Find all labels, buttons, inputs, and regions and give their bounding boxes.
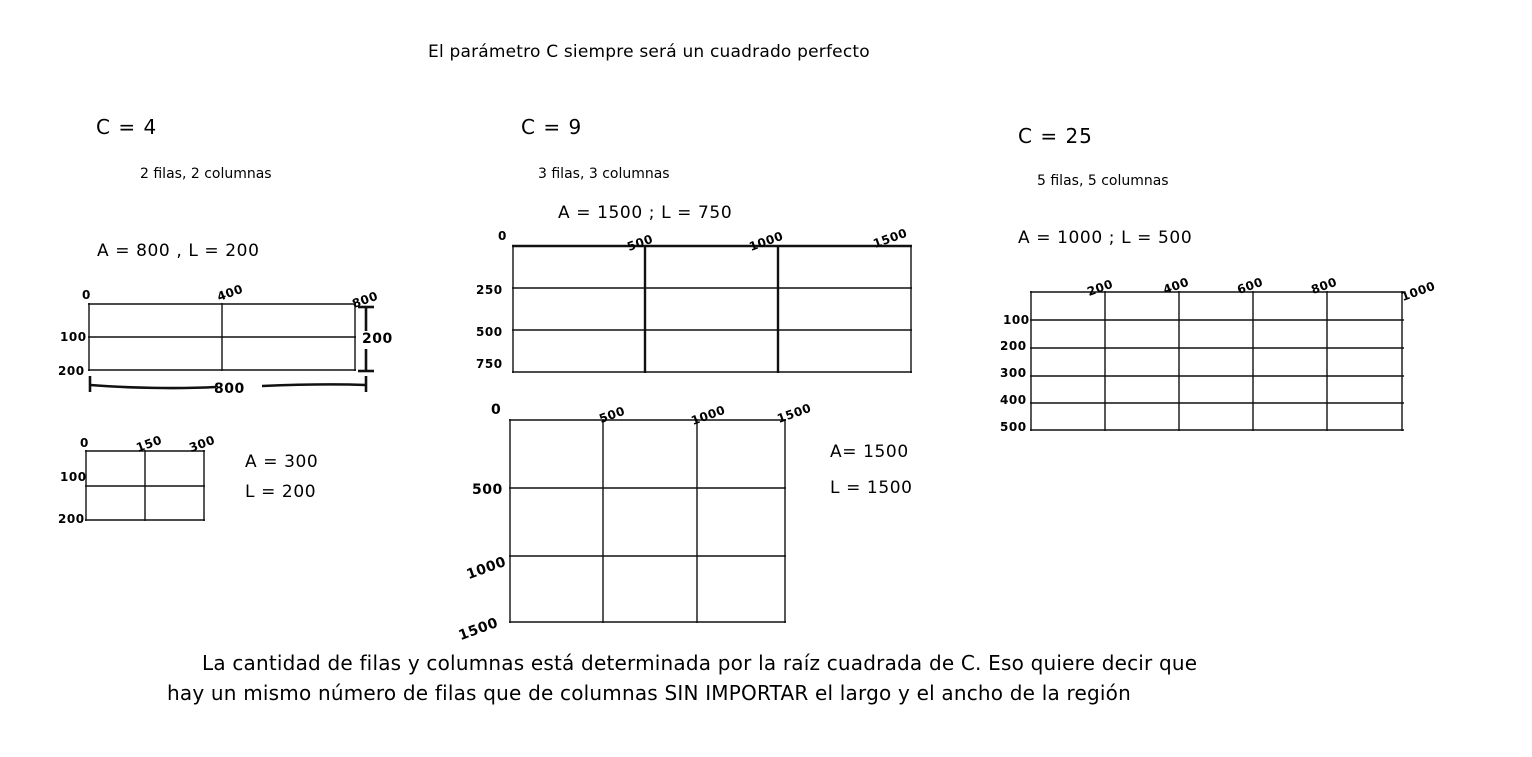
tick-c4-ex1-left-200: 200 xyxy=(58,364,85,378)
dims-label-c4-ex2-l: L = 200 xyxy=(245,482,317,502)
group-rowscols-c4: 2 filas, 2 columnas xyxy=(140,166,272,182)
dims-label-c25-ex1: A = 1000 ; L = 500 xyxy=(1018,228,1193,248)
dims-label-c9-ex2-a: A= 1500 xyxy=(830,442,909,462)
tick-c4-ex2-left-200: 200 xyxy=(58,512,85,526)
tick-c25-top-800: 800 xyxy=(1309,274,1339,297)
grid-c4-example1 xyxy=(88,303,356,371)
height-measure-label-c4: 200 xyxy=(362,331,393,347)
tick-c9-ex2-top-1000: 1000 xyxy=(689,402,728,428)
tick-c9-ex2-left-500: 500 xyxy=(472,482,503,498)
group-rowscols-c25: 5 filas, 5 columnas xyxy=(1037,173,1169,189)
grid-c9-example1 xyxy=(512,245,912,373)
tick-c9-ex1-top-0: 0 xyxy=(498,229,507,243)
caption-line-1: La cantidad de filas y columnas está determinada por la raíz cuadrada de C. Eso quiere decir que xyxy=(202,651,1198,675)
tick-c25-left-100: 100 xyxy=(1003,313,1030,327)
tick-c25-left-300: 300 xyxy=(1000,366,1027,380)
width-measure-label-c4: 800 xyxy=(214,381,245,397)
tick-c4-ex1-top-800: 800 xyxy=(350,288,380,311)
group-label-c4: C = 4 xyxy=(96,115,158,139)
tick-c25-left-200: 200 xyxy=(1000,339,1027,353)
grid-c4-example2 xyxy=(85,450,205,521)
tick-c4-ex1-top-400: 400 xyxy=(215,281,245,304)
page-title: El parámetro C siempre será un cuadrado perfecto xyxy=(428,42,870,62)
group-label-c25: C = 25 xyxy=(1018,124,1093,148)
dims-label-c4-ex1: A = 800 , L = 200 xyxy=(97,241,260,261)
tick-c9-ex1-top-1500: 1500 xyxy=(871,225,910,251)
tick-c4-ex2-top-0: 0 xyxy=(80,436,89,450)
tick-c9-ex2-top-500: 500 xyxy=(597,403,627,426)
dims-label-c9-ex1: A = 1500 ; L = 750 xyxy=(558,203,733,223)
tick-c25-left-500: 500 xyxy=(1000,420,1027,434)
tick-c4-ex1-left-100: 100 xyxy=(60,330,87,344)
tick-c4-ex2-top-150: 150 xyxy=(134,432,164,455)
tick-c25-top-600: 600 xyxy=(1235,274,1265,297)
tick-c4-ex2-top-300: 300 xyxy=(187,432,217,455)
tick-c9-ex1-left-250: 250 xyxy=(476,283,503,297)
group-label-c9: C = 9 xyxy=(521,115,583,139)
caption-line-2: hay un mismo número de filas que de columnas SIN IMPORTAR el largo y el ancho de la región xyxy=(167,681,1131,705)
tick-c25-top-400: 400 xyxy=(1161,274,1191,297)
dims-label-c9-ex2-l: L = 1500 xyxy=(830,478,913,498)
tick-c4-ex2-left-100: 100 xyxy=(60,470,87,484)
tick-c9-ex1-top-1000: 1000 xyxy=(747,228,786,254)
grid-c25-example1 xyxy=(1030,291,1404,431)
tick-c9-ex2-left-1000: 1000 xyxy=(464,553,509,583)
tick-c25-top-200: 200 xyxy=(1085,276,1115,299)
tick-c25-left-400: 400 xyxy=(1000,393,1027,407)
tick-c4-ex1-top-0: 0 xyxy=(82,288,91,302)
tick-c9-ex2-left-1500: 1500 xyxy=(456,614,501,644)
tick-c9-ex1-left-750: 750 xyxy=(476,357,503,371)
tick-c25-top-1000: 1000 xyxy=(1399,278,1438,304)
tick-c9-ex1-left-500: 500 xyxy=(476,325,503,339)
dims-label-c4-ex2-a: A = 300 xyxy=(245,452,319,472)
tick-c9-ex1-top-500: 500 xyxy=(625,231,655,254)
grid-c9-example2 xyxy=(509,419,786,623)
tick-c9-ex2-top-0: 0 xyxy=(491,402,502,418)
tick-c9-ex2-top-1500: 1500 xyxy=(775,400,814,426)
group-rowscols-c9: 3 filas, 3 columnas xyxy=(538,166,670,182)
